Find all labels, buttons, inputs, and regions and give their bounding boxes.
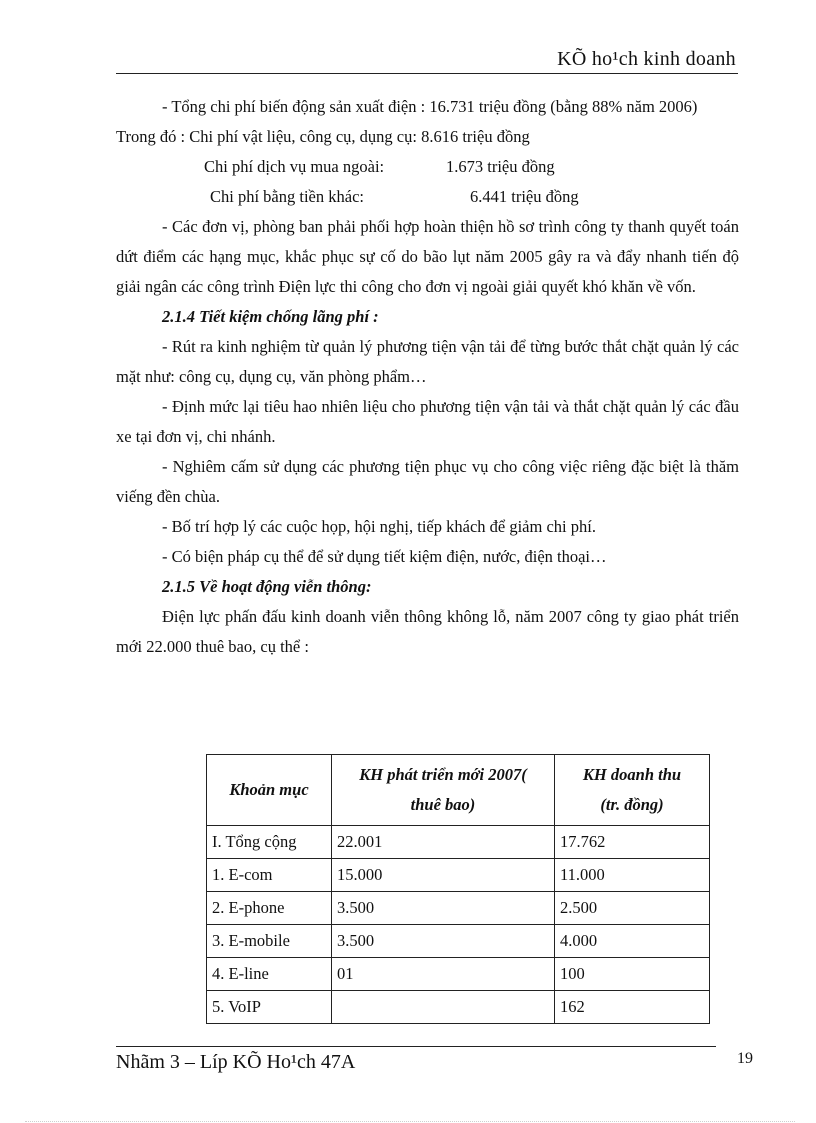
header-line: (tr. đồng) (600, 795, 664, 814)
header-line: KH phát triển mới 2007( (359, 765, 527, 784)
table-cell: 4.000 (555, 925, 710, 958)
table-cell: 2. E-phone (207, 892, 332, 925)
table-row (207, 826, 710, 859)
cost-line-value: 6.441 triệu đồng (470, 187, 579, 206)
table-cell: 3. E-mobile (207, 925, 332, 958)
table-row (207, 958, 710, 991)
table-cell: 15.000 (332, 859, 555, 892)
table-row (207, 859, 710, 892)
paragraph-total-cost: - Tổng chi phí biến động sản xuất điện : 16.731 triệu đồng (bằng 88% năm 2006) (162, 97, 698, 116)
table-cell: 17.762 (555, 826, 710, 859)
header-rule (116, 73, 738, 74)
table-cell: 22.001 (332, 826, 555, 859)
paragraph-utilities: - Có biện pháp cụ thể để sử dụng tiết kiệm điện, nước, điện thoại… (162, 547, 607, 566)
header-item: Khoản mục (207, 755, 332, 826)
table-header-row (207, 755, 710, 826)
table-row (207, 892, 710, 925)
telecom-plan-table (206, 754, 710, 1024)
paragraph-transport-experience: - Rút ra kinh nghiệm từ quản lý phương tiện vận tải để từng bước thắt chặt quản lý các mặt như: công cụ, dụng cụ, văn phòng phẩm… (116, 337, 739, 386)
header-line: KH doanh thu (582, 765, 682, 784)
table-cell: 3.500 (332, 892, 555, 925)
header-new-subscribers (332, 755, 555, 826)
table-cell (332, 991, 555, 1024)
page-number: 19 (737, 1050, 753, 1067)
section-heading-2-1-5: 2.1.5 Về hoạt động viễn thông: (162, 577, 372, 596)
table-cell: 5. VoIP (207, 991, 332, 1024)
footer-text: Nhãm 3 – Líp KÕ Ho¹ch 47A (116, 1051, 356, 1073)
footer-rule (116, 1046, 716, 1047)
telecom-plan-table-wrap (206, 754, 710, 1024)
cost-line-other (116, 182, 739, 212)
header-line: thuê bao) (410, 795, 476, 814)
table-cell: 11.000 (555, 859, 710, 892)
paragraph-prohibition: - Nghiêm cấm sử dụng các phương tiện phục vụ cho công việc riêng đặc biệt là thăm viếng đền chùa. (116, 457, 739, 506)
table-cell: 2.500 (555, 892, 710, 925)
table-cell: 100 (555, 958, 710, 991)
cost-line-value: 1.673 triệu đồng (446, 157, 555, 176)
page-bottom-divider (25, 1121, 795, 1122)
table-cell: I. Tổng cộng (207, 826, 332, 859)
header-revenue (555, 755, 710, 826)
table-cell: 3.500 (332, 925, 555, 958)
document-body (116, 92, 739, 662)
paragraph-telecom: Điện lực phấn đấu kinh doanh viễn thông không lỗ, năm 2007 công ty giao phát triển mới 22.000 thuê bao, cụ thể : (116, 607, 739, 656)
cost-line-label: Chi phí dịch vụ mua ngoài: (204, 157, 385, 176)
paragraph-cost-breakdown: Trong đó : Chi phí vật liệu, công cụ, dụng cụ: 8.616 triệu đồng (116, 127, 530, 146)
table-row (207, 925, 710, 958)
table-cell: 162 (555, 991, 710, 1024)
paragraph-fuel-norms: - Định mức lại tiêu hao nhiên liệu cho phương tiện vận tải và thắt chặt quản lý các đầu xe tại đơn vị, chi nhánh. (116, 397, 739, 446)
table-cell: 1. E-com (207, 859, 332, 892)
cost-line-label: Chi phí bằng tiền khác: (210, 187, 364, 206)
paragraph-settlement: - Các đơn vị, phòng ban phải phối hợp hoàn thiện hồ sơ trình công ty thanh quyết toán dứt điểm các hạng mục, khắc phục sự cố do bão lụt năm 2005 gây ra và đẩy nhanh tiến độ giải ngân các công trình Điện lực thi công cho đơn vị ngoài giải quyết khó khăn về vốn. (116, 217, 739, 296)
cost-line-outsourced (116, 152, 739, 182)
paragraph-meetings: - Bố trí hợp lý các cuộc họp, hội nghị, tiếp khách để giảm chi phí. (162, 517, 596, 536)
table-cell: 01 (332, 958, 555, 991)
header-title: KÕ ho¹ch kinh doanh (557, 48, 736, 70)
table-row (207, 991, 710, 1024)
table-cell: 4. E-line (207, 958, 332, 991)
section-heading-2-1-4: 2.1.4 Tiết kiệm chống lãng phí : (162, 307, 379, 326)
